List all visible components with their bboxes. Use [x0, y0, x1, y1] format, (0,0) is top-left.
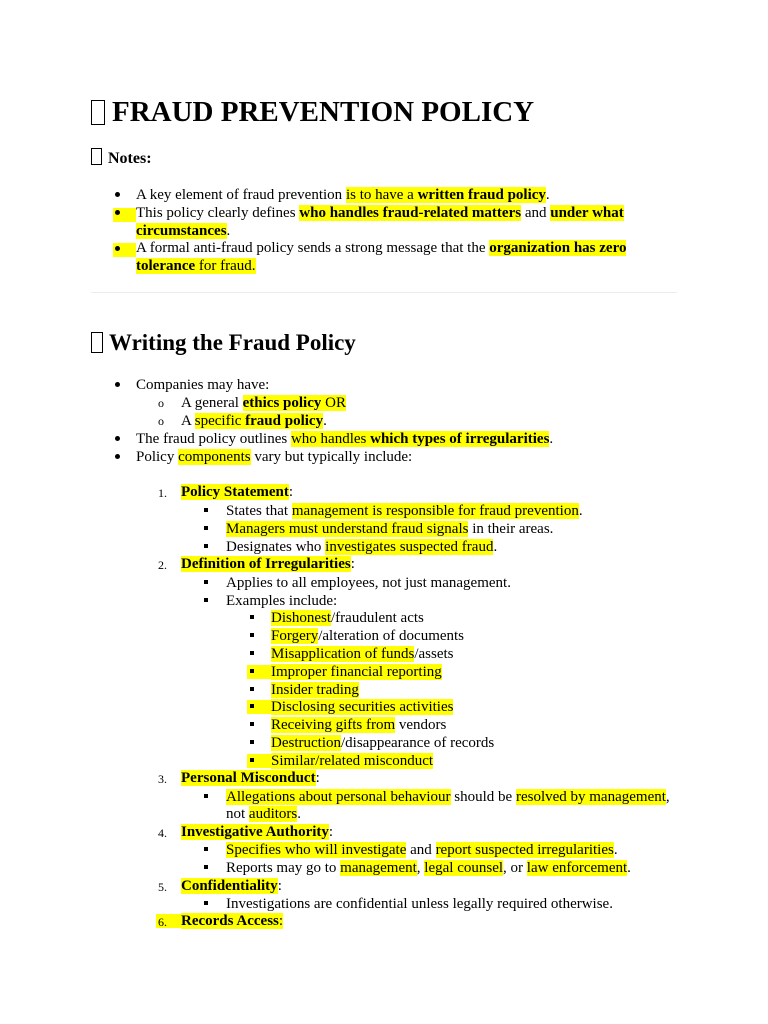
section-heading: Writing the Fraud Policy [91, 328, 356, 358]
component-title: Definition of Irregularities: [181, 556, 355, 572]
list-item: Examples include: [226, 593, 338, 609]
example-item: Insider trading [271, 682, 359, 698]
bullet-icon [115, 436, 120, 441]
list-item: Managers must understand fraud signals in their areas. [226, 521, 554, 537]
square-bullet-icon [250, 758, 254, 762]
list-number: 4. [158, 826, 167, 840]
circle-bullet-icon: o [158, 414, 164, 428]
bullet-icon [115, 246, 120, 251]
list-item-continuation: circumstances. [136, 223, 231, 239]
list-item-continuation: not auditors. [226, 806, 301, 822]
example-item: Dishonest/fraudulent acts [271, 610, 424, 626]
square-bullet-icon [250, 687, 254, 691]
list-number: 2. [158, 558, 167, 572]
square-bullet-icon [204, 794, 208, 798]
square-bullet-icon [250, 669, 254, 673]
square-bullet-icon [204, 526, 208, 530]
example-item: Similar/related misconduct [271, 753, 434, 769]
list-item: Applies to all employees, not just management. [226, 575, 511, 591]
list-item: Specifies who will investigate and report suspected irregularities. [226, 842, 618, 858]
circle-bullet-icon: o [158, 396, 164, 410]
missing-glyph-icon [91, 148, 102, 165]
list-item: Reports may go to management, legal counsel, or law enforcement. [226, 860, 631, 876]
list-item-continuation: tolerance for fraud. [136, 258, 256, 274]
list-item: Policy components vary but typically include: [136, 449, 413, 465]
list-item: Designates who investigates suspected fraud. [226, 539, 498, 555]
example-item: Misapplication of funds/assets [271, 646, 454, 662]
list-item: A specific fraud policy. [181, 413, 327, 429]
missing-glyph-icon [91, 332, 103, 353]
square-bullet-icon [204, 580, 208, 584]
list-item: Allegations about personal behaviour should be resolved by management, [226, 789, 670, 805]
example-item: Receiving gifts from vendors [271, 717, 447, 733]
list-item: A formal anti-fraud policy sends a strong message that the organization has zero [136, 240, 627, 256]
square-bullet-icon [204, 598, 208, 602]
square-bullet-icon [250, 704, 254, 708]
bullet-icon [115, 210, 120, 215]
list-number: 3. [158, 772, 167, 786]
list-item: Companies may have: [136, 377, 270, 393]
square-bullet-icon [250, 722, 254, 726]
square-bullet-icon [204, 847, 208, 851]
bullet-icon [115, 454, 120, 459]
square-bullet-icon [204, 508, 208, 512]
square-bullet-icon [204, 865, 208, 869]
bullet-icon [115, 382, 120, 387]
bullet-icon [115, 192, 120, 197]
list-number: 1. [158, 486, 167, 500]
example-item: Disclosing securities activities [271, 699, 454, 715]
square-bullet-icon [250, 651, 254, 655]
list-item: The fraud policy outlines who handles which types of irregularities. [136, 431, 554, 447]
notes-heading: Notes: [91, 148, 152, 169]
square-bullet-icon [204, 544, 208, 548]
square-bullet-icon [250, 740, 254, 744]
list-item: A general ethics policy OR [181, 395, 346, 411]
square-bullet-icon [250, 633, 254, 637]
component-title: Investigative Authority: [181, 824, 334, 840]
example-item: Destruction/disappearance of records [271, 735, 495, 751]
page-title: FRAUD PREVENTION POLICY [91, 94, 534, 130]
missing-glyph-icon [91, 100, 105, 125]
component-title: Records Access: [181, 913, 284, 929]
square-bullet-icon [250, 615, 254, 619]
divider [91, 292, 677, 293]
component-title: Confidentiality: [181, 878, 282, 894]
component-title: Personal Misconduct: [181, 770, 320, 786]
list-item: Investigations are confidential unless legally required otherwise. [226, 896, 613, 912]
example-item: Improper financial reporting [271, 664, 442, 680]
square-bullet-icon [204, 901, 208, 905]
list-number: 5. [158, 880, 167, 894]
list-item: A key element of fraud prevention is to have a written fraud policy. [136, 187, 550, 203]
list-item: This policy clearly defines who handles fraud-related matters and under what [136, 205, 624, 221]
list-item: States that management is responsible for fraud prevention. [226, 503, 583, 519]
example-item: Forgery/alteration of documents [271, 628, 465, 644]
component-title: Policy Statement: [181, 484, 294, 500]
list-number: 6. [158, 915, 167, 929]
